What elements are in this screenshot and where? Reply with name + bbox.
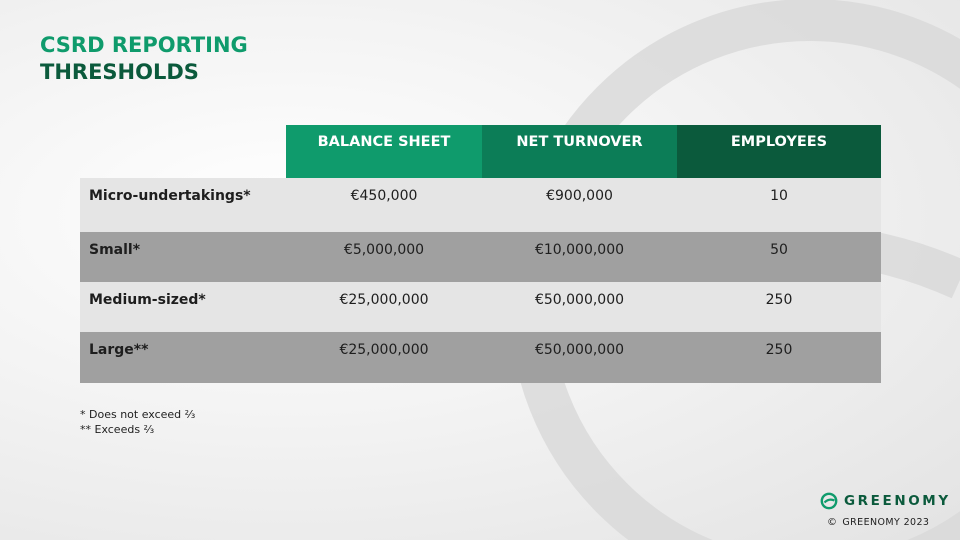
copyright — [827, 517, 929, 528]
net-turnover-cell: €900,000 — [482, 178, 677, 232]
net-turnover-cell: €50,000,000 — [482, 282, 677, 332]
header-employees: EMPLOYEES — [677, 125, 881, 178]
employees-cell: 10 — [677, 178, 881, 232]
greenomy-leaf-icon — [820, 492, 838, 510]
net-turnover-cell: €50,000,000 — [482, 332, 677, 383]
header-blank — [80, 125, 286, 178]
net-turnover-cell: €10,000,000 — [482, 232, 677, 282]
balance-sheet-cell: €5,000,000 — [286, 232, 482, 282]
footnotes — [80, 407, 195, 437]
header-balance-sheet: BALANCE SHEET — [286, 125, 482, 178]
title-line-1: CSRD REPORTING — [40, 33, 248, 57]
header-row — [80, 125, 881, 178]
brand-name: GREENOMY — [844, 493, 951, 509]
row-label: Large** — [80, 332, 286, 383]
copyright-text: GREENOMY 2023 — [842, 517, 930, 528]
brand-logo — [820, 492, 951, 510]
table-row — [80, 232, 881, 282]
employees-cell: 250 — [677, 282, 881, 332]
balance-sheet-cell: €450,000 — [286, 178, 482, 232]
table-row — [80, 332, 881, 383]
page-title — [40, 32, 248, 86]
footnote-2: ** Exceeds ⅔ — [80, 423, 155, 436]
employees-cell: 250 — [677, 332, 881, 383]
row-label: Medium-sized* — [80, 282, 286, 332]
title-line-2: THRESHOLDS — [40, 60, 199, 84]
header-net-turnover: NET TURNOVER — [482, 125, 677, 178]
footnote-1: * Does not exceed ⅔ — [80, 408, 196, 421]
thresholds-table — [80, 125, 881, 383]
table-row — [80, 282, 881, 332]
balance-sheet-cell: €25,000,000 — [286, 282, 482, 332]
balance-sheet-cell: €25,000,000 — [286, 332, 482, 383]
row-label: Micro-undertakings* — [80, 178, 286, 232]
row-label: Small* — [80, 232, 286, 282]
copyright-icon: © — [827, 517, 838, 528]
employees-cell: 50 — [677, 232, 881, 282]
table-row — [80, 178, 881, 232]
